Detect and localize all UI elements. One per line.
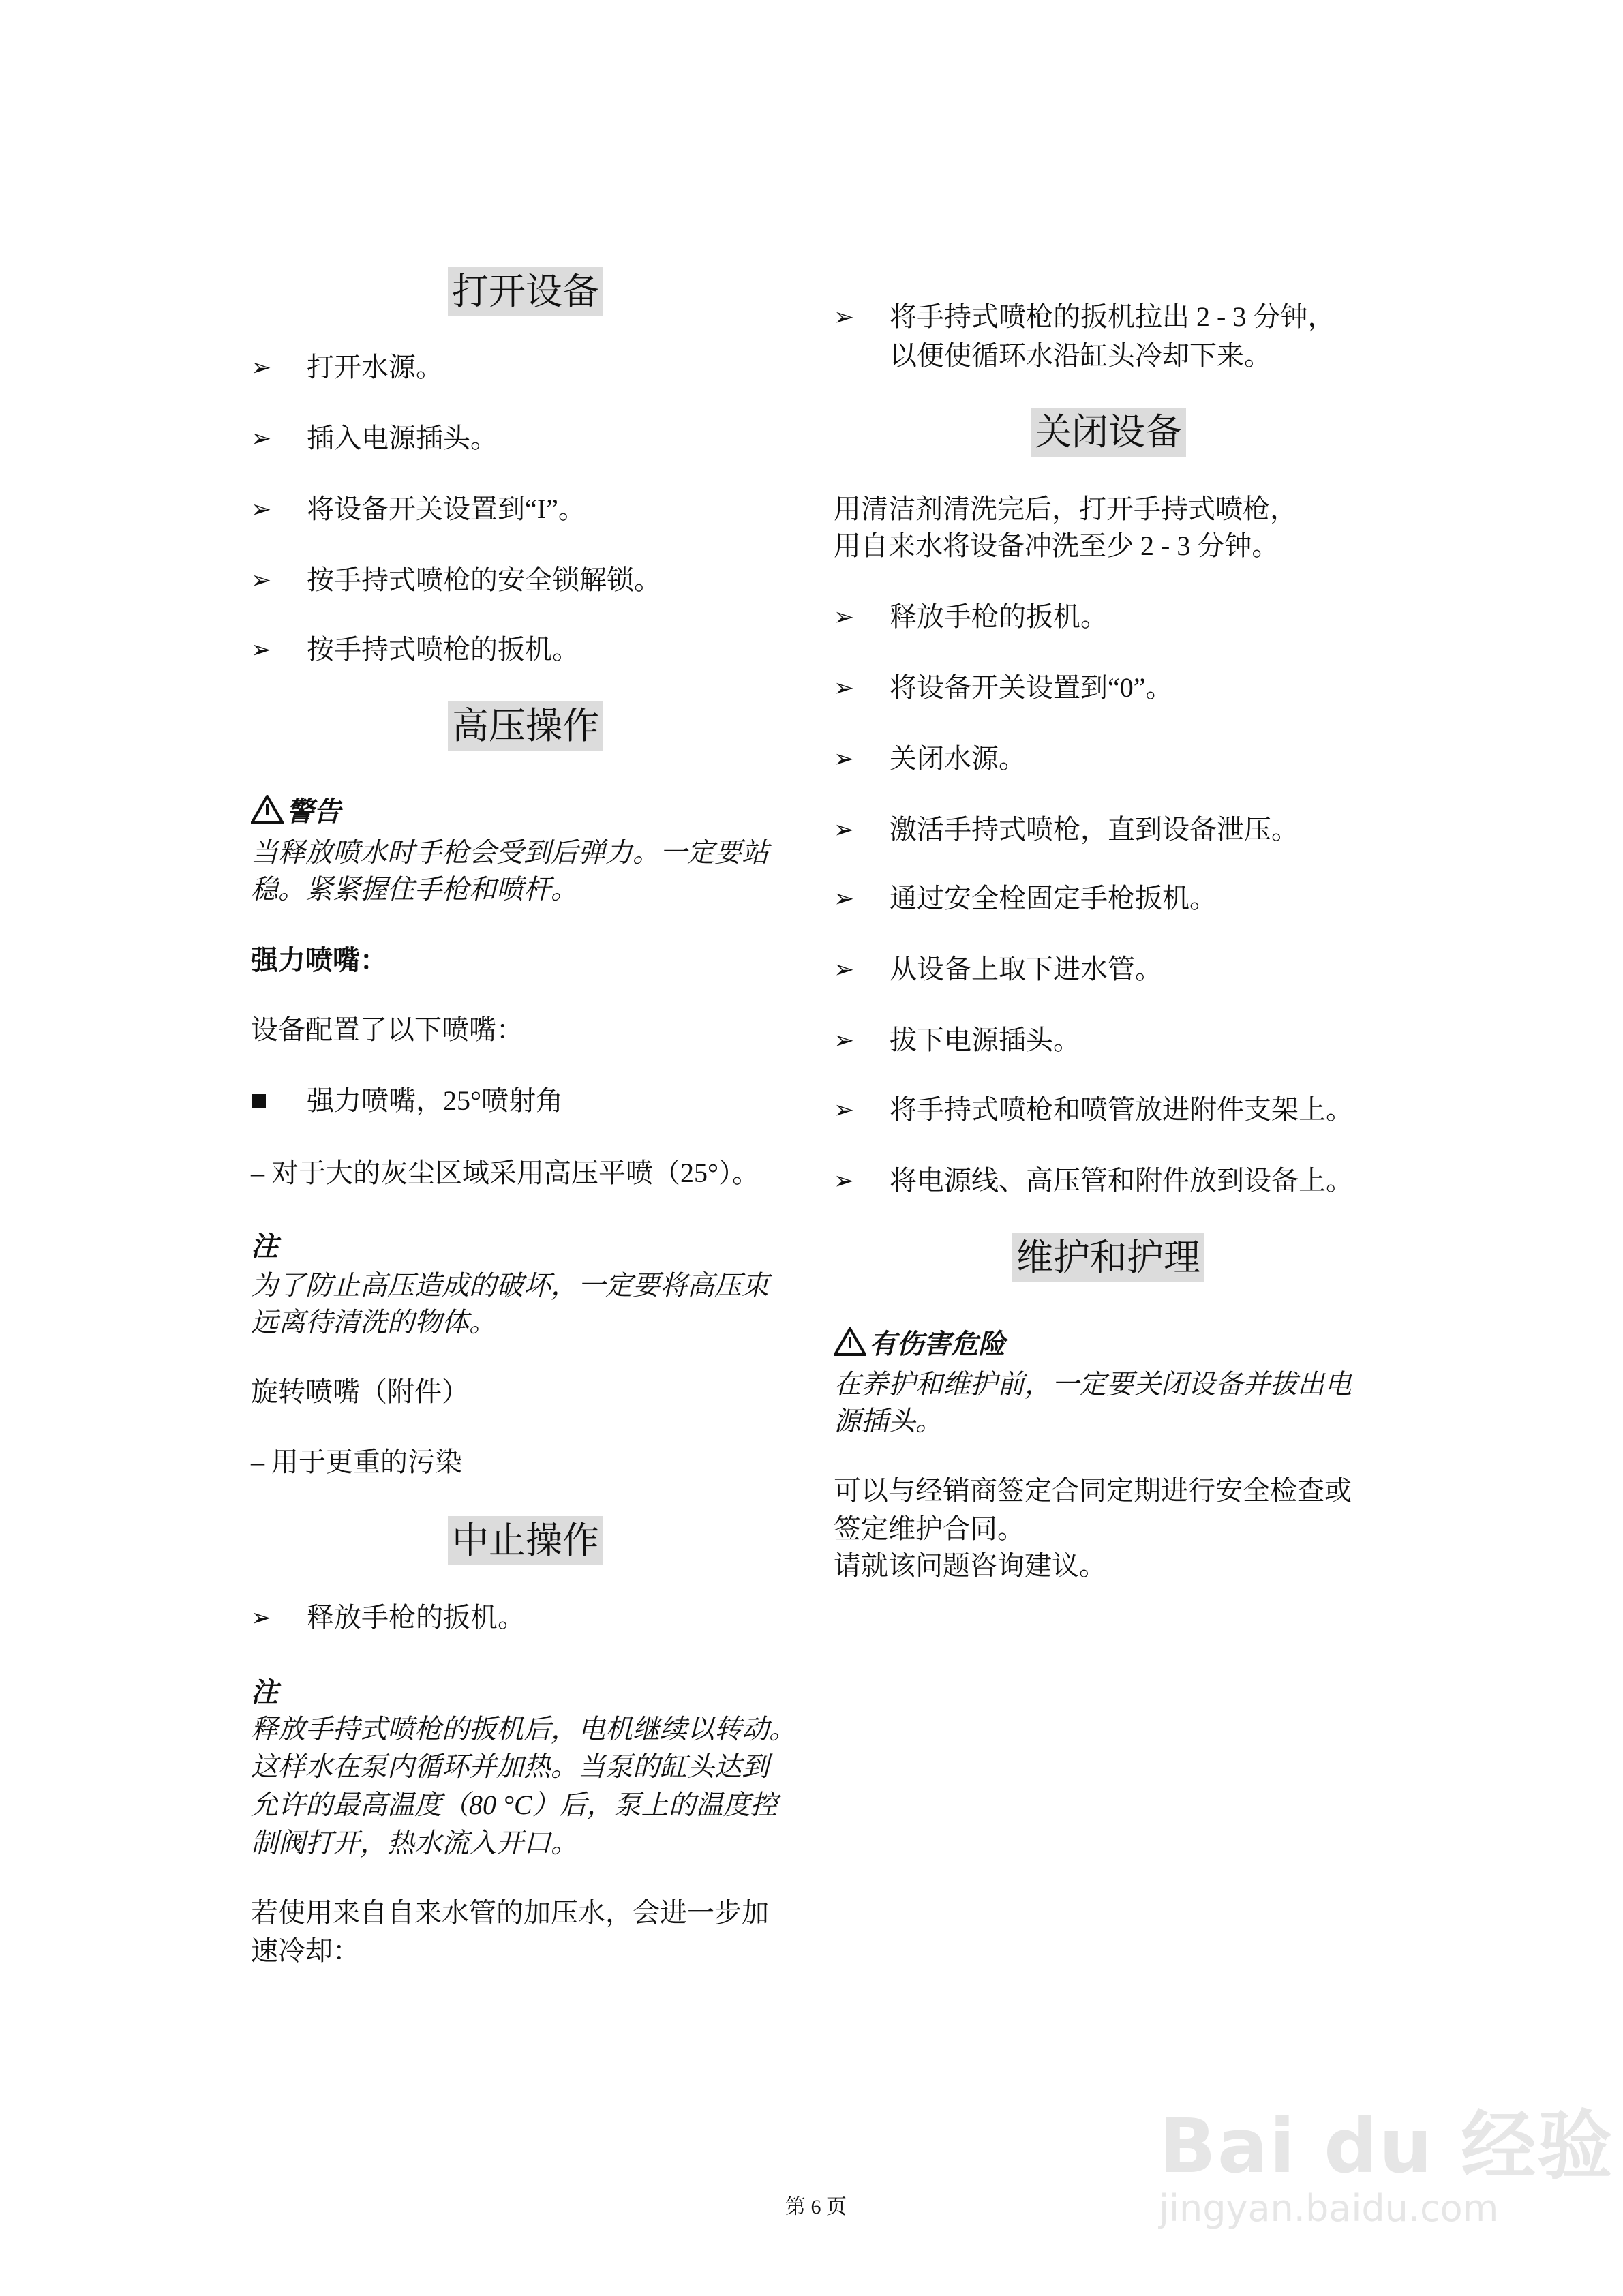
list-item: 释放手枪的扳机。 <box>307 1602 525 1633</box>
warning-title-text: 警告 <box>286 796 341 827</box>
note-text: 制阀打开，热水流入开口。 <box>251 1828 578 1858</box>
arrow-bullet-icon: ➢ <box>834 674 855 701</box>
list-item: 将手持式喷枪的扳机拉出 2 - 3 分钟， <box>890 301 1335 332</box>
warning-triangle-icon <box>251 795 284 834</box>
note-title: 注 <box>251 1231 278 1262</box>
warning-title-text: 有伤害危险 <box>869 1329 1005 1359</box>
watermark-brand: Bai du 经验 <box>1159 2102 1614 2190</box>
arrow-bullet-icon: ➢ <box>834 885 855 912</box>
note-text: 释放手持式喷枪的扳机后，电机继续以转动。 <box>251 1714 796 1744</box>
warning-triangle-icon <box>834 1327 866 1366</box>
square-bullet-icon <box>252 1094 266 1108</box>
paragraph: 签定维护合同。 <box>834 1513 1025 1544</box>
paragraph: 速冷却： <box>251 1935 360 1966</box>
section-heading-shutdown: 关闭设备 <box>1031 408 1186 457</box>
list-item: 释放手枪的扳机。 <box>890 601 1108 632</box>
paragraph: 设备配置了以下喷嘴： <box>251 1014 524 1045</box>
arrow-bullet-icon: ➢ <box>834 956 855 983</box>
arrow-bullet-icon: ➢ <box>834 1027 855 1054</box>
danger-text: 在养护和维护前，一定要关闭设备并拔出电 <box>834 1369 1352 1400</box>
list-item: 将电源线、高压管和附件放到设备上。 <box>890 1165 1353 1196</box>
danger-title <box>834 1325 1005 1366</box>
list-item: 强力喷嘴，25°喷射角 <box>307 1085 563 1116</box>
warning-text: 稳。紧紧握住手枪和喷杆。 <box>251 874 578 905</box>
paragraph: 请就该问题咨询建议。 <box>834 1550 1106 1581</box>
paragraph: – 用于更重的污染 <box>251 1447 462 1477</box>
list-item: 通过安全栓固定手枪扳机。 <box>890 883 1217 913</box>
paragraph: – 对于大的灰尘区域采用高压平喷（25°）。 <box>251 1158 759 1188</box>
note-text: 这样水在泵内循环并加热。当泵的缸头达到 <box>251 1751 769 1782</box>
list-item: 插入电源插头。 <box>307 423 498 453</box>
arrow-bullet-icon: ➢ <box>251 354 272 381</box>
arrow-bullet-icon: ➢ <box>834 1167 855 1194</box>
arrow-bullet-icon: ➢ <box>834 303 855 331</box>
arrow-bullet-icon: ➢ <box>251 496 272 523</box>
paragraph: 旋转喷嘴（附件） <box>251 1376 469 1407</box>
arrow-bullet-icon: ➢ <box>834 745 855 772</box>
list-item: 打开水源。 <box>307 352 443 382</box>
arrow-bullet-icon: ➢ <box>834 816 855 843</box>
note-text: 允许的最高温度（80 °C）后，泵上的温度控 <box>251 1789 778 1820</box>
section-heading-high-pressure: 高压操作 <box>448 701 603 751</box>
list-item: 从设备上取下进水管。 <box>890 954 1162 984</box>
list-item: 将手持式喷枪和喷管放进附件支架上。 <box>890 1094 1353 1125</box>
watermark <box>1159 2086 1613 2230</box>
paragraph: 可以与经销商签定合同定期进行安全检查或 <box>834 1475 1352 1506</box>
arrow-bullet-icon: ➢ <box>834 603 855 631</box>
paragraph: 用清洁剂清洗完后，打开手持式喷枪， <box>834 494 1297 524</box>
list-item: 按手持式喷枪的安全锁解锁。 <box>307 564 661 595</box>
list-item: 拔下电源插头。 <box>890 1025 1080 1055</box>
warning-title <box>251 793 341 834</box>
list-item: 以便使循环水沿缸头冷却下来。 <box>890 340 1271 371</box>
list-item: 关闭水源。 <box>890 743 1026 774</box>
list-item: 将设备开关设置到“0”。 <box>890 672 1173 703</box>
list-item: 将设备开关设置到“I”。 <box>307 494 586 524</box>
arrow-bullet-icon: ➢ <box>251 636 272 663</box>
arrow-bullet-icon: ➢ <box>251 425 272 452</box>
page-number: 第 6 页 <box>785 2196 847 2218</box>
watermark-url: jingyan.baidu.com <box>1159 2187 1499 2230</box>
note-title: 注 <box>251 1677 278 1708</box>
list-item: 按手持式喷枪的扳机。 <box>307 634 579 665</box>
note-text: 远离待清洗的物体。 <box>251 1307 496 1338</box>
nozzle-subtitle: 强力喷嘴： <box>251 945 387 976</box>
arrow-bullet-icon: ➢ <box>834 1096 855 1123</box>
paragraph: 若使用来自自来水管的加压水，会进一步加 <box>251 1897 769 1928</box>
danger-text: 源插头。 <box>834 1406 943 1436</box>
arrow-bullet-icon: ➢ <box>251 567 272 594</box>
section-heading-maintenance: 维护和护理 <box>1012 1233 1204 1282</box>
section-heading-stop: 中止操作 <box>448 1516 603 1565</box>
list-item: 激活手持式喷枪，直到设备泄压。 <box>890 814 1299 845</box>
section-heading-start: 打开设备 <box>448 267 603 316</box>
arrow-bullet-icon: ➢ <box>251 1604 272 1631</box>
warning-text: 当释放喷水时手枪会受到后弹力。一定要站 <box>251 837 769 868</box>
note-text: 为了防止高压造成的破坏，一定要将高压束 <box>251 1270 769 1301</box>
paragraph: 用自来水将设备冲洗至少 2 - 3 分钟。 <box>834 530 1279 561</box>
